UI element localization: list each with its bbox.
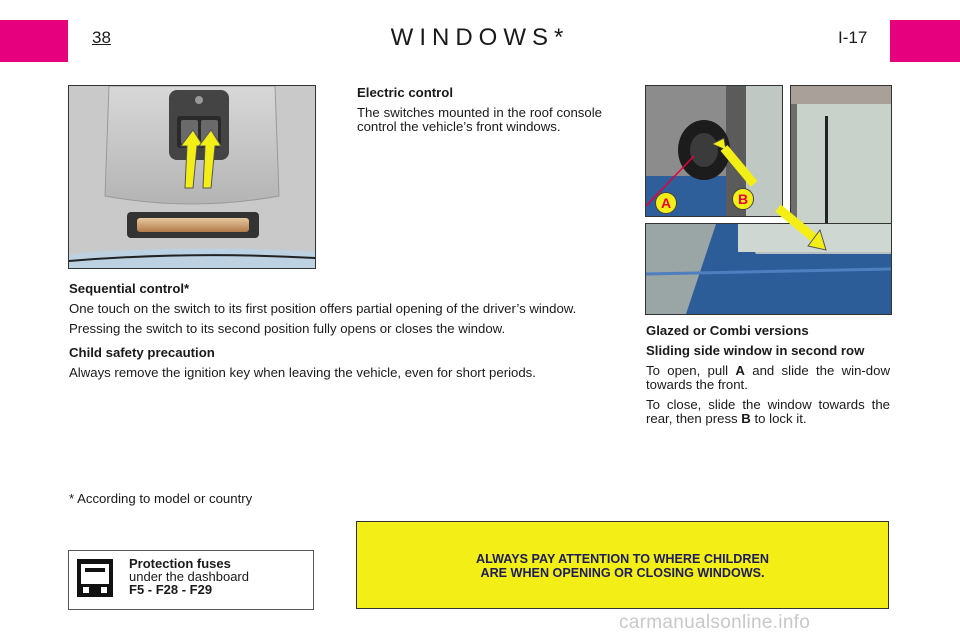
watermark[interactable]: carmanualsonline.info xyxy=(619,612,811,633)
sequential-control-section xyxy=(69,282,602,386)
electric-control-section xyxy=(357,86,602,140)
fuse-location: under the dashboard xyxy=(129,569,249,584)
fuse-codes: F5 - F28 - F29 xyxy=(129,582,213,597)
sequential-control-heading: Sequential control* xyxy=(69,281,190,296)
warning-line-2: ARE WHEN OPENING OR CLOSING WINDOWS. xyxy=(480,566,765,580)
close-key: B xyxy=(741,411,751,426)
vehicle-side-view xyxy=(645,223,892,315)
vehicle-side-drawing xyxy=(646,224,891,314)
electric-control-heading: Electric control xyxy=(357,85,454,100)
close-text-end: to lock it. xyxy=(750,411,807,426)
fuse-heading: Protection fuses xyxy=(129,556,231,571)
child-safety-heading: Child safety precaution xyxy=(69,345,215,360)
child-warning-box xyxy=(356,521,889,609)
callout-b: B xyxy=(732,188,754,210)
open-key: A xyxy=(735,363,745,378)
page-number[interactable]: 38 xyxy=(92,28,111,47)
glazed-section xyxy=(646,324,890,432)
fuse-box-icon xyxy=(77,559,113,597)
open-instruction xyxy=(646,364,890,392)
close-text-start: To close, slide the window towards the rear, then press xyxy=(646,397,890,426)
callout-a: A xyxy=(655,192,677,214)
warning-line-1: ALWAYS PAY ATTENTION TO WHERE CHILDREN xyxy=(476,552,769,566)
electric-control-body: The switches mounted in the roof console control the vehicle’s front windows. xyxy=(357,105,602,134)
child-safety-body: Always remove the ignition key when leaving the vehicle, even for short periods. xyxy=(69,365,536,380)
sliding-window-heading: Sliding side window in second row xyxy=(646,343,865,358)
page-title: WINDOWS* xyxy=(390,24,570,51)
protection-fuses-box xyxy=(68,550,314,610)
section-code: I-17 xyxy=(838,28,868,47)
open-text-start: To open, pull xyxy=(646,363,736,378)
sequential-control-p2: Pressing the switch to its second position fully opens or closes the window. xyxy=(69,321,506,336)
sequential-control-p1: One touch on the switch to its first position offers partial opening of the driver’s window. xyxy=(69,301,577,316)
slide-direction-arrow xyxy=(770,200,840,260)
open-text-end: and slide the win-dow towards the front. xyxy=(646,363,890,392)
roof-console-drawing xyxy=(69,86,315,268)
glazed-heading: Glazed or Combi versions xyxy=(646,323,809,338)
close-instruction xyxy=(646,398,890,426)
footnote: * According to model or country xyxy=(69,491,253,506)
roof-console-illustration xyxy=(68,85,316,269)
fuse-text xyxy=(129,557,249,596)
